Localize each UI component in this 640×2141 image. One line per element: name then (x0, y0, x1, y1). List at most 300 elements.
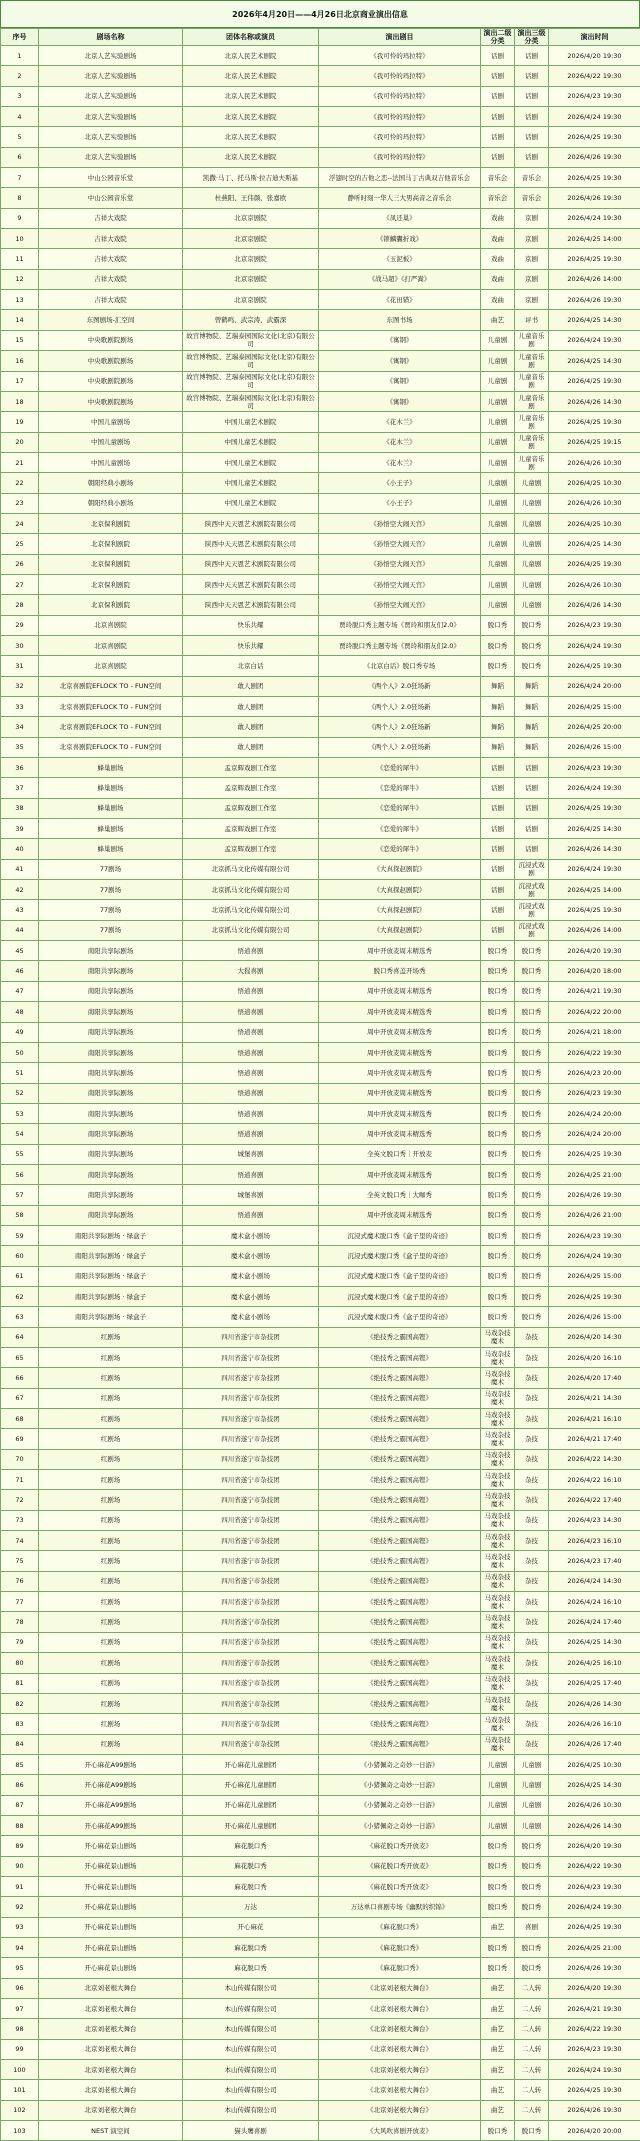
cell-venue: 北京保利剧院 (39, 534, 183, 554)
cell-time: 2026/4/25 15:00 (549, 697, 640, 717)
cell-category-3: 脱口秀 (515, 1205, 549, 1225)
cell-category-2: 儿童剧 (481, 351, 515, 371)
cell-show: 《锁麟囊折戏》 (319, 229, 481, 249)
cell-time: 2026/4/24 19:30 (549, 778, 640, 798)
cell-time: 2026/4/25 19:30 (549, 127, 640, 147)
cell-show: 《麻花脱口秀》 (319, 1917, 481, 1937)
table-row (1, 1286, 640, 1306)
cell-venue: 北京人艺实验剧场 (39, 107, 183, 127)
table-row (1, 1571, 640, 1591)
cell-venue: 南阳共享际剧场 (39, 1083, 183, 1103)
cell-index: 76 (1, 1571, 39, 1591)
cell-show: 《绝技秀之霸国高铿》 (319, 1470, 481, 1490)
cell-category-3: 音乐会 (515, 188, 549, 208)
cell-troupe: 四川省遂宁市杂技团 (183, 1531, 319, 1551)
cell-troupe: 悟道喜剧 (183, 981, 319, 1001)
cell-category-3: 杂技 (515, 1714, 549, 1734)
cell-show: 《绝技秀之霸国高铿》 (319, 1571, 481, 1591)
table-row (1, 1449, 640, 1469)
cell-troupe: 孟京辉戏剧工作室 (183, 778, 319, 798)
cell-category-3: 喜剧 (515, 1917, 549, 1937)
cell-venue: 北京刘老根大舞台 (39, 2019, 183, 2039)
table-row (1, 1205, 640, 1225)
cell-show: 《绝技秀之霸国高铿》 (319, 1714, 481, 1734)
table-row (1, 2121, 640, 2141)
cell-troupe: 孟京辉戏剧工作室 (183, 798, 319, 818)
cell-troupe: 北京京剧院 (183, 269, 319, 289)
cell-troupe: 北京人民艺术剧院 (183, 147, 319, 167)
cell-venue: 北京人艺实验剧场 (39, 46, 183, 66)
cell-time: 2026/4/20 19:30 (549, 941, 640, 961)
cell-index: 22 (1, 473, 39, 493)
cell-index: 11 (1, 249, 39, 269)
cell-index: 81 (1, 1673, 39, 1693)
cell-time: 2026/4/25 19:15 (549, 432, 640, 452)
cell-category-2: 儿童剧 (481, 1754, 515, 1774)
cell-troupe: 万达 (183, 1897, 319, 1917)
table-row (1, 1409, 640, 1429)
cell-time: 2026/4/24 19:30 (549, 107, 640, 127)
cell-troupe: 悟道喜剧 (183, 1002, 319, 1022)
cell-troupe: 中国儿童艺术剧院 (183, 473, 319, 493)
cell-category-2: 脱口秀 (481, 1205, 515, 1225)
cell-venue: 朝阳经典小剧场 (39, 493, 183, 513)
cell-time: 2026/4/26 10:30 (549, 1795, 640, 1815)
cell-category-3: 脱口秀 (515, 1103, 549, 1123)
cell-category-3: 话剧 (515, 778, 549, 798)
cell-index: 75 (1, 1551, 39, 1571)
cell-time: 2026/4/25 19:30 (549, 900, 640, 920)
cell-venue: 南阳共享际剧场 · 绿盒子 (39, 1246, 183, 1266)
cell-troupe: 四川省遂宁市杂技团 (183, 1592, 319, 1612)
cell-category-3: 脱口秀 (515, 941, 549, 961)
cell-show: 《两个人》2.0狂场新 (319, 676, 481, 696)
cell-index: 70 (1, 1449, 39, 1469)
cell-time: 2026/4/25 19:30 (549, 798, 640, 818)
cell-show: 《麻花脱口秀开放麦》 (319, 1856, 481, 1876)
cell-time: 2026/4/25 10:30 (549, 473, 640, 493)
table-row (1, 2060, 640, 2080)
cell-category-3: 脱口秀 (515, 1144, 549, 1164)
table-row (1, 371, 640, 391)
table-row (1, 595, 640, 615)
cell-index: 4 (1, 107, 39, 127)
cell-index: 59 (1, 1225, 39, 1245)
table-row (1, 147, 640, 167)
cell-index: 47 (1, 981, 39, 1001)
cell-troupe: 四川省遂宁市杂技团 (183, 1653, 319, 1673)
cell-troupe: 中国儿童艺术剧院 (183, 493, 319, 513)
cell-show: 周中开放麦周末精选秀 (319, 1063, 481, 1083)
table-row (1, 1999, 640, 2019)
cell-index: 101 (1, 2080, 39, 2100)
cell-show: 《寓钢》 (319, 371, 481, 391)
table-row (1, 1185, 640, 1205)
cell-troupe: 故宫博物院、艺瑞泰园国际文化(北京)有限公司 (183, 330, 319, 350)
cell-category-2: 脱口秀 (481, 635, 515, 655)
table-row (1, 46, 640, 66)
table-row (1, 1673, 640, 1693)
cell-time: 2026/4/25 14:30 (549, 1632, 640, 1652)
table-row (1, 1042, 640, 1062)
table-row (1, 1876, 640, 1896)
table-row (1, 839, 640, 859)
cell-show: 《小猪佩奇之奇妙一日游》 (319, 1815, 481, 1835)
cell-category-3: 杂技 (515, 1409, 549, 1429)
cell-category-2: 脱口秀 (481, 1897, 515, 1917)
cell-category-2: 戏曲 (481, 249, 515, 269)
cell-category-3: 脱口秀 (515, 635, 549, 655)
cell-category-2: 马戏杂技魔术 (481, 1429, 515, 1449)
cell-troupe: 孟京辉戏剧工作室 (183, 819, 319, 839)
cell-index: 44 (1, 920, 39, 940)
table-row (1, 249, 640, 269)
cell-time: 2026/4/25 21:00 (549, 1937, 640, 1957)
table-row (1, 2019, 640, 2039)
cell-category-2: 舞蹈 (481, 697, 515, 717)
cell-category-3: 话剧 (515, 127, 549, 147)
performance-table (0, 28, 640, 2141)
cell-category-2: 儿童剧 (481, 452, 515, 472)
cell-index: 20 (1, 432, 39, 452)
cell-category-2: 话剧 (481, 900, 515, 920)
cell-index: 12 (1, 269, 39, 289)
cell-index: 68 (1, 1409, 39, 1429)
cell-category-2: 马戏杂技魔术 (481, 1632, 515, 1652)
table-row (1, 168, 640, 188)
cell-category-3: 杂技 (515, 1388, 549, 1408)
cell-category-2: 音乐会 (481, 188, 515, 208)
table-row (1, 1958, 640, 1978)
cell-troupe: 四川省遂宁市杂技团 (183, 1714, 319, 1734)
cell-show: 沉浸式魔术脱口秀《盒子里的奇迹》 (319, 1246, 481, 1266)
cell-time: 2026/4/22 14:30 (549, 1449, 640, 1469)
cell-troupe: 故宫博物院、艺瑞泰园国际文化(北京)有限公司 (183, 391, 319, 411)
cell-show: 《绝技秀之霸国高铿》 (319, 1592, 481, 1612)
cell-show: 万达单口喜剧专场《幽默的织锦》 (319, 1897, 481, 1917)
cell-venue: 南阳共享际剧场 (39, 1063, 183, 1083)
cell-show: 《寓钢》 (319, 391, 481, 411)
cell-category-3: 沉浸式戏剧 (515, 859, 549, 879)
cell-time: 2026/4/25 19:30 (549, 554, 640, 574)
cell-index: 74 (1, 1531, 39, 1551)
cell-category-3: 儿童剧 (515, 1815, 549, 1835)
cell-category-2: 脱口秀 (481, 1266, 515, 1286)
cell-index: 42 (1, 880, 39, 900)
cell-category-3: 话剧 (515, 46, 549, 66)
header-time: 演出时间 (549, 29, 640, 46)
cell-troupe: 四川省遂宁市杂技团 (183, 1470, 319, 1490)
cell-show: 《孙悟空大闹天宫》 (319, 534, 481, 554)
cell-category-3: 脱口秀 (515, 1307, 549, 1327)
cell-category-3: 杂技 (515, 1348, 549, 1368)
cell-show: 《花木兰》 (319, 412, 481, 432)
cell-time: 2026/4/20 18:00 (549, 961, 640, 981)
cell-index: 98 (1, 2019, 39, 2039)
cell-venue: 南阳共享际剧场 · 绿盒子 (39, 1225, 183, 1245)
cell-index: 80 (1, 1653, 39, 1673)
table-row (1, 1327, 640, 1347)
cell-category-3: 沉浸式戏剧 (515, 880, 549, 900)
cell-venue: 红剧场 (39, 1327, 183, 1347)
cell-index: 83 (1, 1714, 39, 1734)
table-row (1, 635, 640, 655)
table-row (1, 452, 640, 472)
cell-troupe: 麻花脱口秀 (183, 1856, 319, 1876)
cell-index: 100 (1, 2060, 39, 2080)
cell-venue: 红剧场 (39, 1734, 183, 1754)
cell-category-2: 儿童剧 (481, 1775, 515, 1795)
cell-time: 2026/4/25 19:30 (549, 371, 640, 391)
cell-show: 《玉泥板》 (319, 249, 481, 269)
cell-troupe: 北京京剧院 (183, 290, 319, 310)
cell-venue: 蜂巢剧场 (39, 778, 183, 798)
sheet-title: 2026年4月20日——4月26日北京商业演出信息 (0, 0, 640, 28)
table-row (1, 127, 640, 147)
cell-venue: 红剧场 (39, 1673, 183, 1693)
cell-index: 33 (1, 697, 39, 717)
cell-category-2: 曲艺 (481, 1917, 515, 1937)
cell-troupe: 城堡喜剧 (183, 1144, 319, 1164)
cell-index: 36 (1, 758, 39, 778)
cell-troupe: 四川省遂宁市杂技团 (183, 1693, 319, 1713)
cell-index: 31 (1, 656, 39, 676)
cell-venue: 红剧场 (39, 1551, 183, 1571)
cell-time: 2026/4/25 21:00 (549, 1164, 640, 1184)
cell-category-3: 舞蹈 (515, 676, 549, 696)
cell-category-3: 脱口秀 (515, 1958, 549, 1978)
cell-index: 54 (1, 1124, 39, 1144)
cell-index: 64 (1, 1327, 39, 1347)
cell-show: 沉浸式魔术脱口秀《盒子里的奇迹》 (319, 1266, 481, 1286)
cell-venue: 南阳共享际剧场 (39, 1124, 183, 1144)
cell-show: 《绝技秀之霸国高铿》 (319, 1429, 481, 1449)
cell-category-3: 杂技 (515, 1551, 549, 1571)
cell-time: 2026/4/20 17:40 (549, 1368, 640, 1388)
cell-category-3: 儿童剧 (515, 1754, 549, 1774)
cell-show: 脱口秀喜盖开场秀 (319, 961, 481, 981)
cell-time: 2026/4/21 16:10 (549, 1409, 640, 1429)
cell-show: 《绝技秀之霸国高铿》 (319, 1734, 481, 1754)
cell-venue: 红剧场 (39, 1388, 183, 1408)
cell-time: 2026/4/26 19:30 (549, 188, 640, 208)
cell-troupe: 四川省遂宁市杂技团 (183, 1510, 319, 1530)
cell-index: 72 (1, 1490, 39, 1510)
cell-troupe: 杜燕阳、王伟颜、张嘉欧 (183, 188, 319, 208)
cell-venue: 开心麻花A99剧场 (39, 1775, 183, 1795)
cell-troupe: 快乐共耀 (183, 615, 319, 635)
cell-category-3: 脱口秀 (515, 615, 549, 635)
cell-category-3: 话剧 (515, 758, 549, 778)
cell-show: 《绝技秀之霸国高铿》 (319, 1510, 481, 1530)
cell-index: 10 (1, 229, 39, 249)
cell-time: 2026/4/26 10:30 (549, 493, 640, 513)
cell-category-3: 话剧 (515, 798, 549, 818)
cell-index: 99 (1, 2039, 39, 2059)
cell-troupe: 四川省遂宁市杂技团 (183, 1632, 319, 1652)
cell-index: 29 (1, 615, 39, 635)
cell-troupe: 大猩喜剧 (183, 961, 319, 981)
cell-category-2: 话剧 (481, 758, 515, 778)
cell-venue: 开心麻花景山剧场 (39, 1937, 183, 1957)
cell-troupe: 快乐共耀 (183, 635, 319, 655)
cell-show: 《绝技秀之霸国高铿》 (319, 1673, 481, 1693)
cell-show: 《北京刘老根大舞台》 (319, 2060, 481, 2080)
cell-index: 82 (1, 1693, 39, 1713)
cell-time: 2026/4/23 19:30 (549, 1876, 640, 1896)
cell-time: 2026/4/26 14:30 (549, 391, 640, 411)
table-row (1, 269, 640, 289)
cell-venue: 开心麻花景山剧场 (39, 1917, 183, 1937)
cell-category-2: 话剧 (481, 86, 515, 106)
cell-troupe: 四川省遂宁市杂技团 (183, 1673, 319, 1693)
cell-index: 50 (1, 1042, 39, 1062)
cell-show: 《小猪佩奇之奇妙一日游》 (319, 1754, 481, 1774)
cell-index: 27 (1, 574, 39, 594)
cell-troupe: 魔术盒小剧场 (183, 1266, 319, 1286)
cell-index: 1 (1, 46, 39, 66)
cell-time: 2026/4/23 20:00 (549, 1063, 640, 1083)
cell-category-3: 儿童音乐剧 (515, 452, 549, 472)
cell-show: 《孙悟空大闹天宫》 (319, 595, 481, 615)
table-row (1, 920, 640, 940)
cell-category-2: 马戏杂技魔术 (481, 1348, 515, 1368)
cell-index: 67 (1, 1388, 39, 1408)
cell-show: 《绝技秀之霸国高铿》 (319, 1409, 481, 1429)
cell-category-3: 音乐会 (515, 168, 549, 188)
table-row (1, 1734, 640, 1754)
cell-troupe: 凯撒·马丁、托马斯·拉吉迪夫斯基 (183, 168, 319, 188)
cell-troupe: 中国儿童艺术剧院 (183, 452, 319, 472)
cell-category-3: 儿童剧 (515, 574, 549, 594)
table-row (1, 1897, 640, 1917)
cell-category-2: 脱口秀 (481, 1144, 515, 1164)
cell-category-2: 脱口秀 (481, 615, 515, 635)
cell-category-3: 话剧 (515, 147, 549, 167)
cell-index: 48 (1, 1002, 39, 1022)
cell-show: 《绝技秀之霸国高铿》 (319, 1531, 481, 1551)
cell-troupe: 悟道喜剧 (183, 1124, 319, 1144)
cell-category-3: 脱口秀 (515, 1083, 549, 1103)
cell-category-2: 马戏杂技魔术 (481, 1653, 515, 1673)
cell-troupe: 本山传媒有限公司 (183, 2060, 319, 2080)
cell-time: 2026/4/26 19:30 (549, 1185, 640, 1205)
cell-show: 浮翅时空的吉他之恋--法国马丁古典双吉他音乐会 (319, 168, 481, 188)
cell-venue: 开心麻花A99剧场 (39, 1815, 183, 1835)
table-row (1, 1388, 640, 1408)
cell-troupe: 陕西中天天恩艺术剧院有限公司 (183, 534, 319, 554)
cell-index: 37 (1, 778, 39, 798)
cell-index: 95 (1, 1958, 39, 1978)
cell-show: 《两个人》2.0狂场新 (319, 737, 481, 757)
cell-category-2: 话剧 (481, 778, 515, 798)
cell-index: 94 (1, 1937, 39, 1957)
cell-category-3: 杂技 (515, 1673, 549, 1693)
cell-category-2: 马戏杂技魔术 (481, 1693, 515, 1713)
cell-category-3: 脱口秀 (515, 981, 549, 1001)
cell-category-3: 脱口秀 (515, 1022, 549, 1042)
cell-show: 东图书场 (319, 310, 481, 330)
cell-category-2: 脱口秀 (481, 1307, 515, 1327)
cell-troupe: 敢人剧团 (183, 737, 319, 757)
cell-category-2: 脱口秀 (481, 1286, 515, 1306)
cell-venue: 开心麻花景山剧场 (39, 1958, 183, 1978)
cell-show: 《绝技秀之霸国高铿》 (319, 1348, 481, 1368)
header-venue: 剧场名称 (39, 29, 183, 46)
cell-category-3: 儿童音乐剧 (515, 391, 549, 411)
cell-index: 24 (1, 513, 39, 533)
cell-category-3: 话剧 (515, 66, 549, 86)
cell-category-2: 脱口秀 (481, 1836, 515, 1856)
cell-time: 2026/4/25 19:30 (549, 1286, 640, 1306)
cell-venue: NEST 演空间 (39, 2121, 183, 2141)
cell-index: 15 (1, 330, 39, 350)
cell-index: 35 (1, 737, 39, 757)
cell-index: 58 (1, 1205, 39, 1225)
cell-show: 《小猪佩奇之奇妙一日游》 (319, 1795, 481, 1815)
cell-show: 《绝技秀之霸国高铿》 (319, 1368, 481, 1388)
cell-category-2: 儿童剧 (481, 412, 515, 432)
cell-venue: 北京人艺实验剧场 (39, 86, 183, 106)
cell-troupe: 四川省遂宁市杂技团 (183, 1612, 319, 1632)
cell-show: 《绝技秀之霸国高铿》 (319, 1612, 481, 1632)
cell-troupe: 悟道喜剧 (183, 1083, 319, 1103)
cell-troupe: 四川省遂宁市杂技团 (183, 1490, 319, 1510)
cell-venue: 北京刘老根大舞台 (39, 2100, 183, 2120)
cell-time: 2026/4/20 19:30 (549, 1978, 640, 1998)
cell-index: 13 (1, 290, 39, 310)
cell-index: 51 (1, 1063, 39, 1083)
table-row (1, 676, 640, 696)
cell-time: 2026/4/25 19:30 (549, 656, 640, 676)
cell-troupe: 开心麻花儿童剧团 (183, 1815, 319, 1835)
cell-index: 60 (1, 1246, 39, 1266)
cell-troupe: 四川省遂宁市杂技团 (183, 1409, 319, 1429)
table-row (1, 1490, 640, 1510)
cell-venue: 北京刘老根大舞台 (39, 2039, 183, 2059)
table-row (1, 1103, 640, 1123)
cell-troupe: 陕西中天天恩艺术剧院有限公司 (183, 574, 319, 594)
cell-time: 2026/4/26 21:00 (549, 1205, 640, 1225)
cell-category-3: 儿童剧 (515, 554, 549, 574)
cell-category-2: 脱口秀 (481, 1042, 515, 1062)
cell-time: 2026/4/25 14:00 (549, 880, 640, 900)
cell-category-2: 马戏杂技魔术 (481, 1673, 515, 1693)
cell-venue: 中央歌剧院剧场 (39, 391, 183, 411)
cell-time: 2026/4/23 14:30 (549, 1510, 640, 1530)
cell-index: 97 (1, 1999, 39, 2019)
cell-category-2: 脱口秀 (481, 1185, 515, 1205)
cell-troupe: 开心麻花儿童剧团 (183, 1754, 319, 1774)
cell-index: 102 (1, 2100, 39, 2120)
cell-index: 40 (1, 839, 39, 859)
cell-category-3: 京剧 (515, 229, 549, 249)
cell-category-3: 杂技 (515, 1612, 549, 1632)
cell-troupe: 北京京剧院 (183, 249, 319, 269)
cell-time: 2026/4/25 10:30 (549, 513, 640, 533)
cell-time: 2026/4/20 20:00 (549, 2121, 640, 2141)
cell-venue: 北京喜剧院EFLOCK TO - FUN空间 (39, 717, 183, 737)
cell-category-2: 马戏杂技魔术 (481, 1531, 515, 1551)
cell-show: 周中开放麦周末精选秀 (319, 981, 481, 1001)
table-row (1, 717, 640, 737)
cell-index: 6 (1, 147, 39, 167)
table-row (1, 391, 640, 411)
table-row (1, 1978, 640, 1998)
cell-category-3: 儿童音乐剧 (515, 371, 549, 391)
cell-troupe: 北京抓马文化传媒有限公司 (183, 880, 319, 900)
cell-troupe: 麻花脱口秀 (183, 1937, 319, 1957)
